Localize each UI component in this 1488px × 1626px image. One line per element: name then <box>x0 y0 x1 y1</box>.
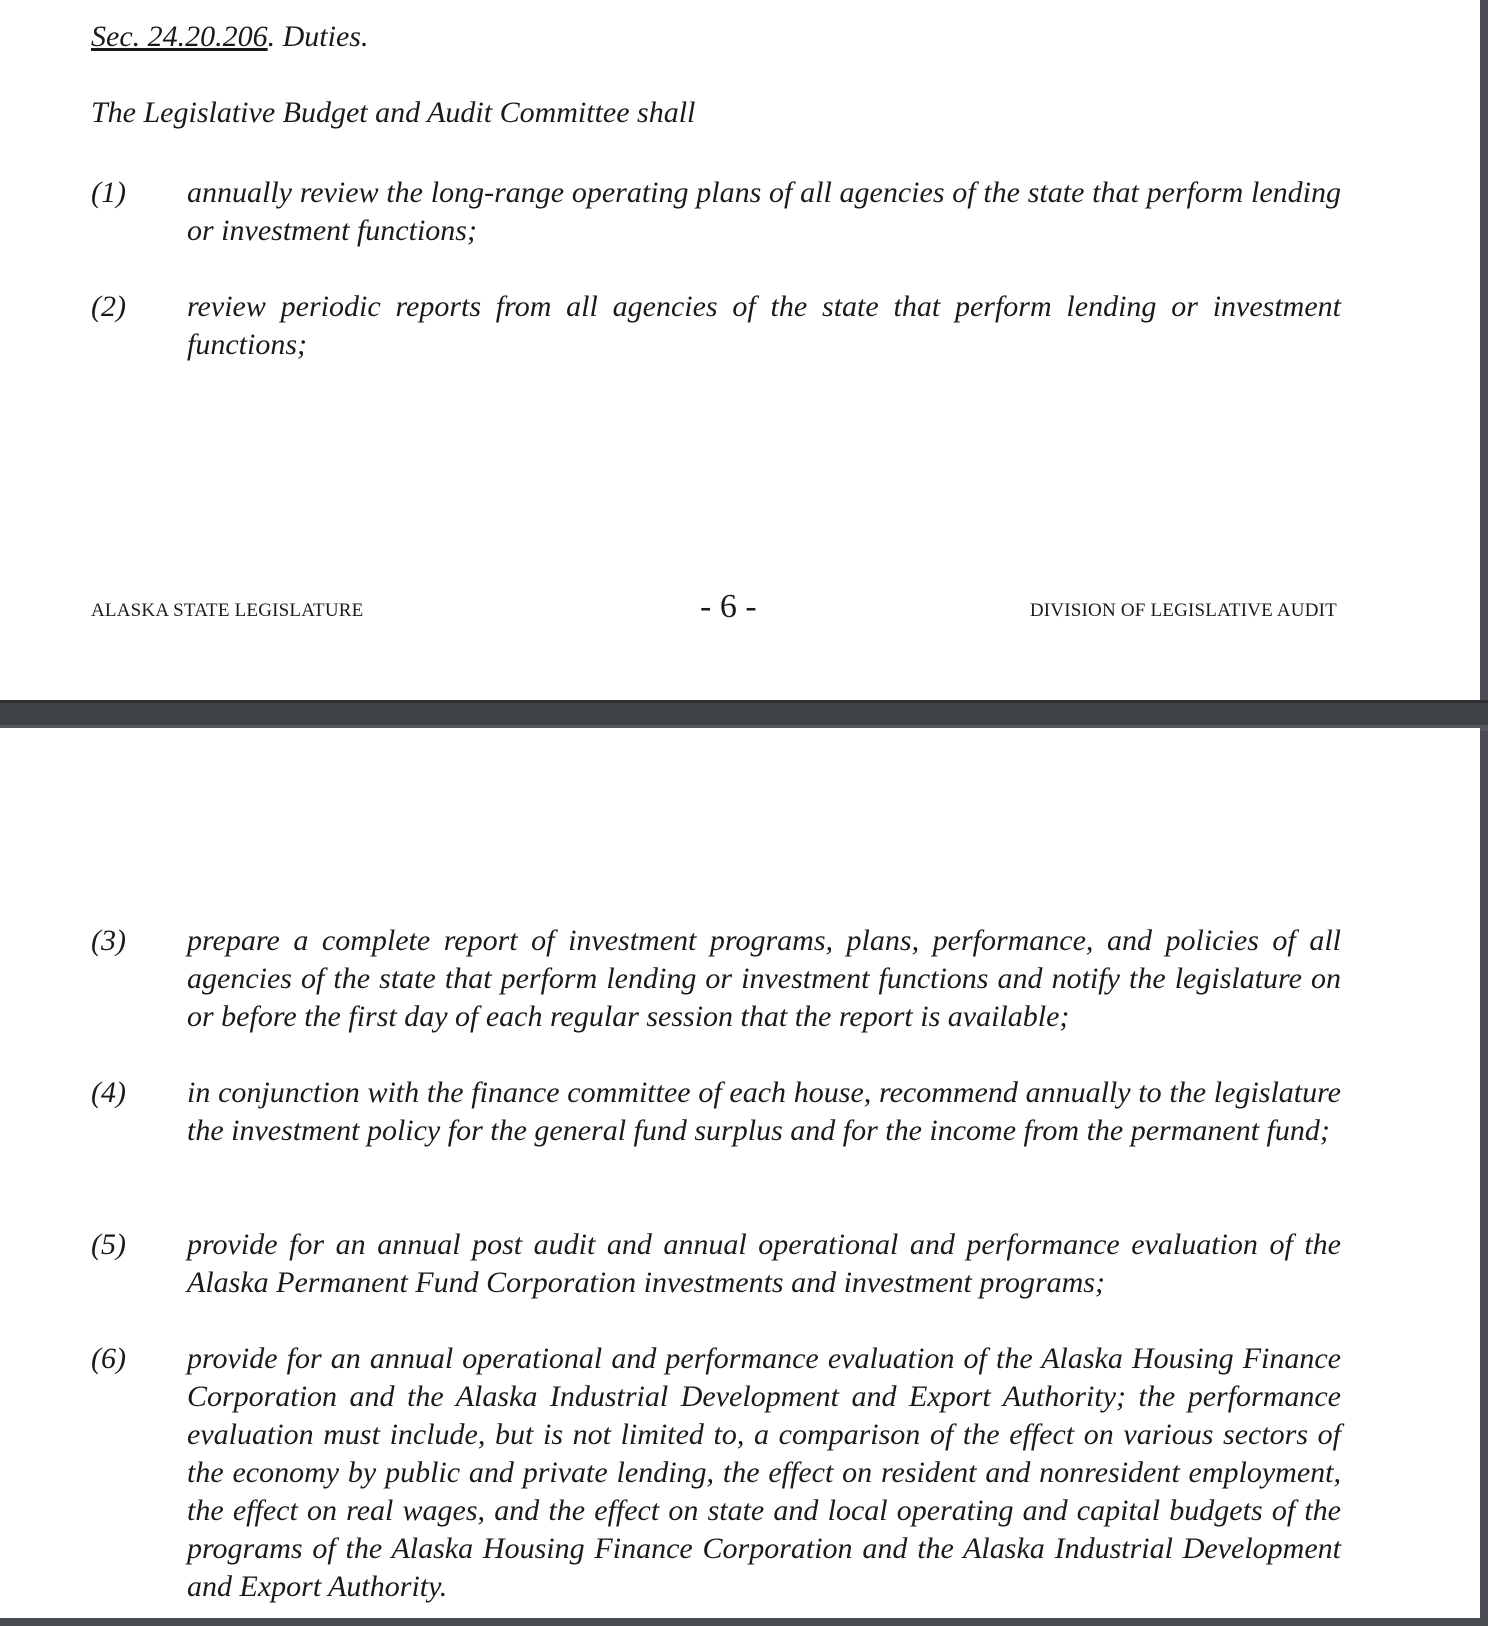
clause-text: provide for an annual post audit and annual operational and performance evaluation of the Alaska Permanent Fund Corporation investments and investment programs; <box>187 1228 1341 1299</box>
viewer-bottom-edge <box>0 1618 1488 1626</box>
viewer-right-edge <box>1480 0 1488 1626</box>
clause-number: (2) <box>91 290 126 323</box>
clause-number: (4) <box>91 1076 126 1109</box>
clause-5 <box>91 1226 1341 1302</box>
footer-right: DIVISION OF LEGISLATIVE AUDIT <box>1029 600 1337 621</box>
page-separator <box>0 700 1488 731</box>
clause-text: review periodic reports from all agencies of the state that perform lending or investment functions; <box>187 290 1341 361</box>
clause-6 <box>91 1340 1341 1606</box>
page-number: - 6 - <box>700 588 757 625</box>
document-page-6 <box>0 0 1480 700</box>
clause-text: in conjunction with the finance committee of each house, recommend annually to the legislature the investment policy for the general fund surplus and for the income from the permanent fund; <box>187 1076 1341 1147</box>
document-page-7 <box>0 728 1480 1618</box>
clause-number: (3) <box>91 924 126 957</box>
clause-number: (1) <box>91 176 126 209</box>
clause-text: provide for an annual operational and performance evaluation of the Alaska Housing Finance Corporation and the Alaska Industrial Development and Export Authority; the performance evaluation must include, but is not limited to, a comparison of the effect on various sectors of the economy by public and private lending, the effect on resident and nonresident employment, the effect on real wages, and the effect on state and local operating and capital budgets of the programs of the Alaska Housing Finance Corporation and the Alaska Industrial Development and Export Authority. <box>187 1342 1341 1603</box>
clause-2 <box>91 288 1341 364</box>
clause-text: prepare a complete report of investment programs, plans, performance, and policies of all agencies of the state that perform lending or investment functions and notify the legislature on or before the first day of each regular session that the report is available; <box>187 924 1341 1033</box>
clause-number: (6) <box>91 1342 126 1375</box>
clause-3 <box>91 922 1341 1036</box>
clause-text: annually review the long-range operating plans of all agencies of the state that perform lending or investment functions; <box>187 176 1341 247</box>
section-title: . Duties. <box>267 20 369 53</box>
clause-1 <box>91 174 1341 250</box>
clause-number: (5) <box>91 1228 126 1261</box>
section-number-link[interactable]: Sec. 24.20.206 <box>91 20 268 53</box>
clause-4 <box>91 1074 1341 1150</box>
footer-left: ALASKA STATE LEGISLATURE <box>91 600 364 621</box>
section-heading <box>91 20 368 54</box>
intro-text: The Legislative Budget and Audit Committee shall <box>91 96 696 129</box>
